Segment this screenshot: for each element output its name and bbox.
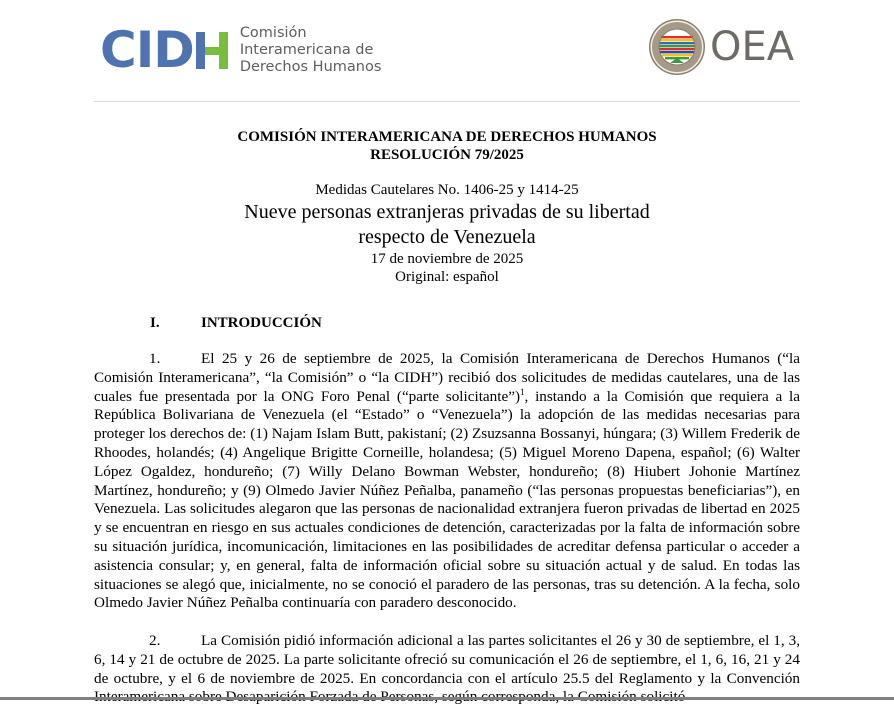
paragraph-text-continued: , instando a la Comisión que requiera a la República Bolivariana de Venezuela (el “Estado” o “Venezuela”) la adopción de las medidas necesarias para proteger los derechos de: (1) Najam Islam Butt, pakistaní; (2) Zsuzsanna Bossanyi, húngara; (3) Willem Frederik de Rhoodes, holandés; (4) Angelique Brigitte Corneille, holandesa; (5) Miguel Moreno Dapena, español; (6) Walter López Ogaldez, hondureño; (7) Willy Delano Bowman Webster, hondureño; (8) Hiubert Johonie Martínez Martínez, hondureño; y (9) Olmedo Javier Núñez Peñalba, panameño (“las personas propuestas beneficiarias”), en Venezuela. Las solicitudes alegaron que las personas de nacionalidad extranjera fueron privadas de libertad en 2025 y se encuentran en riesgo en sus actuales condiciones de detención, caracterizadas por la falta de información sobre su situación jurídica, incomunicación, limitaciones en las posibilidades de acreditar defensa particular o acceder a asistencia consular; y, en general, falta de información oficial sobre su situación actual y de salud. En todas las situaciones se alegó que, inicialmente, no se conoció el paradero de las personas, tras su detención. A la fecha, solo Olmedo Javier Núñez Peñalba continuaría con paradero desconocido. [94,387,800,612]
cidh-logo-line2: Interamericana de [239,41,374,58]
oea-logo [648,18,794,76]
section-heading-introduccion [150,315,322,332]
cidh-logo-line1: Comisión [239,24,307,41]
footnote-reference[interactable]: 1 [520,386,525,397]
section-number: I. [150,315,160,331]
paragraph-number: 1. [149,350,161,367]
title-resolution: RESOLUCIÓN 79/2025 [370,147,524,163]
title-commission: COMISIÓN INTERAMERICANA DE DERECHOS HUMANOS [237,129,657,145]
header-divider [94,101,800,102]
subject-line-2: respecto de Venezuela [358,226,536,248]
oea-seal-icon [648,18,706,76]
cidh-logo-mark [100,21,228,79]
paragraph-2 [94,632,800,707]
resolution-date: 17 de noviembre de 2025 [370,251,524,267]
document-title [94,128,800,164]
cidh-logo-h-glyph [196,32,228,69]
section-title: INTRODUCCIÓN [201,315,322,331]
paragraph-number: 2. [149,632,161,649]
cidh-logo-line3: Derechos Humanos [239,58,382,75]
cidh-logo [100,22,381,78]
paragraph-text: La Comisión pidió información adicional a las partes solicitantes el 26 y 30 de septiembre, el 1, 3, 6, 14 y 21 de octubre de 2025. La parte solicitante ofreció su comunicación el 26 de septiembre, el 1, 6, 16, 21 y 24 de octubre, y el 6 de noviembre de 2025. En concordancia con el artículo 25.5 del Reglamento y la Convención [94,632,800,687]
document-header [0,0,894,100]
document-subtitle [94,181,800,286]
cidh-logo-letters: CID [100,21,194,79]
oea-logo-text: OEA [710,24,795,70]
original-language: Original: español [395,269,499,285]
medidas-cautelares-number: Medidas Cautelares No. 1406-25 y 1414-25 [315,182,579,198]
cidh-logo-text [240,25,382,76]
subject-line-1: Nueve personas extranjeras privadas de su libertad [244,201,650,223]
paragraph-1 [94,350,800,613]
paragraph-text: El 25 y 26 de septiembre de 2025, la Comisión Interamericana de Derechos Humanos (“la Comisión Interamericana”, “la Comisión” o “la CIDH”) recibió dos solicitudes de medidas cautelares, una de las cuales fue presentada por la ONG Foro Penal (“parte solicitante”) [94,350,800,405]
